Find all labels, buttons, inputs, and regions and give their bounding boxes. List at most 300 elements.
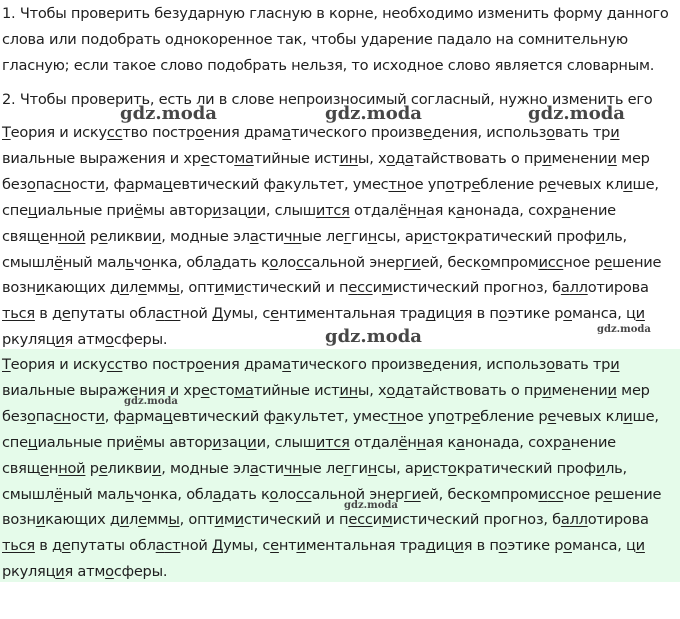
text-run: н [407, 201, 417, 219]
text-run: без [2, 175, 27, 193]
text-run: менени [551, 381, 608, 399]
text-run: спе [2, 433, 28, 451]
text-run: тво постр [122, 124, 196, 141]
orthogram-highlight: и [247, 433, 257, 451]
text-run: н [48, 459, 59, 477]
exercise-line [2, 279, 649, 297]
orthogram-highlight: и [214, 279, 224, 297]
orthogram-highlight: е [40, 227, 49, 245]
orthogram-highlight: сс [547, 485, 564, 503]
exercise-line [2, 254, 661, 272]
text-run: , модные эл [161, 227, 250, 245]
orthogram-highlight: о [27, 407, 36, 425]
orthogram-highlight: е [61, 537, 71, 555]
orthogram-highlight: г [343, 227, 352, 245]
text-run: д [395, 149, 405, 167]
orthogram-highlight: о [447, 459, 457, 477]
text-run: альной энер [311, 485, 405, 503]
orthogram-highlight: и [212, 433, 222, 451]
text-run: ей, беск [420, 485, 482, 503]
orthogram-highlight: тн [388, 407, 406, 425]
orthogram-highlight: е [40, 459, 49, 477]
text-run: ы, х [357, 381, 387, 399]
text-run: еория и иску [10, 356, 107, 373]
text-run: сы, ар [377, 227, 423, 245]
orthogram-highlight: е [603, 253, 613, 271]
orthogram-highlight: ин [339, 149, 358, 167]
orthogram-highlight: и [152, 459, 162, 477]
exercise-line [2, 331, 167, 349]
text-run: н [407, 433, 417, 451]
text-run: сто [209, 381, 235, 399]
text-run: нт [278, 305, 297, 323]
orthogram-highlight: Т [2, 356, 11, 373]
text-run: ркуляц [2, 331, 56, 349]
exercise-line [2, 408, 659, 426]
exercise-line [2, 537, 645, 555]
orthogram-highlight: ной [58, 459, 86, 477]
text-run: , модные эл [161, 459, 250, 477]
text-run: иц [435, 537, 455, 555]
orthogram-highlight: тн [388, 175, 406, 193]
orthogram-highlight: а [275, 175, 285, 193]
text-run: свящ [2, 459, 41, 477]
text-run: и [372, 511, 382, 529]
orthogram-highlight: а [560, 279, 570, 297]
text-run: ы, х [357, 149, 387, 167]
text-run: тайствовать о пр [413, 381, 543, 399]
text-run: ше, [632, 175, 659, 193]
text-run: спе [2, 201, 28, 219]
orthogram-highlight: и [595, 459, 606, 477]
orthogram-highlight: а [125, 175, 135, 193]
orthogram-highlight: и [214, 511, 224, 529]
text-run: р [85, 459, 99, 477]
text-run: истический прогноз, б [392, 511, 561, 529]
orthogram-highlight: сс [357, 511, 373, 529]
exercise-line [2, 124, 619, 142]
text-run: шение [612, 253, 662, 271]
text-run: евтический ф [172, 407, 276, 425]
text-run: ения драм [203, 356, 283, 373]
text-run: вать тр [554, 124, 611, 141]
orthogram-highlight: и [623, 407, 633, 425]
orthogram-highlight: ги [404, 253, 421, 271]
text-run: мер [616, 149, 650, 167]
text-run: д [395, 381, 405, 399]
text-run: нение [570, 433, 616, 451]
orthogram-highlight: е [98, 227, 108, 245]
orthogram-highlight: н [416, 201, 426, 219]
orthogram-highlight: сс [295, 485, 312, 503]
orthogram-highlight: ин [339, 381, 358, 399]
text-run: , ф [104, 407, 126, 425]
text-run: ое уп [406, 407, 446, 425]
orthogram-highlight: и [635, 305, 645, 323]
text-run: рма [134, 175, 163, 193]
text-run: зац [221, 433, 248, 451]
text-run: м [223, 511, 235, 529]
text-run: ые ле [301, 227, 344, 245]
text-run: р [85, 227, 99, 245]
text-run: нонада, сохр [464, 201, 562, 219]
text-run: ст [431, 459, 448, 477]
text-run: манса, ц [571, 537, 636, 555]
orthogram-highlight: ё [54, 253, 63, 271]
text-run: зац [221, 201, 248, 219]
text-run: ост [70, 407, 96, 425]
exercise-line [2, 305, 645, 323]
orthogram-highlight: и [538, 485, 548, 503]
text-run: я в п [463, 305, 499, 323]
orthogram-highlight: а [561, 201, 571, 219]
orthogram-highlight: о [546, 356, 555, 373]
text-run: мпром [489, 485, 539, 503]
exercise-line [2, 202, 616, 220]
rule-1-line: слова или подобрать однокоренное так, чтобы ударение падало на сомнительную [2, 31, 628, 48]
text-run: мм [146, 279, 169, 297]
orthogram-highlight: ц [27, 433, 38, 451]
orthogram-highlight: лл [569, 511, 588, 529]
orthogram-highlight: сс [547, 253, 564, 271]
text-run: ая к [425, 201, 457, 219]
text-run: ые ле [301, 459, 344, 477]
orthogram-highlight: Д [212, 305, 224, 323]
orthogram-highlight: а [275, 407, 285, 425]
text-run: ное р [563, 485, 604, 503]
text-run: л [128, 511, 139, 529]
orthogram-highlight: ы [168, 511, 180, 529]
text-run: мы автор [142, 433, 213, 451]
rule-1-line: гласную; если такое слово подобрать нельзя, то исходное слово является словарным. [2, 57, 655, 74]
orthogram-highlight: о [386, 381, 396, 399]
exercise-line [2, 563, 167, 581]
orthogram-highlight: лл [569, 279, 588, 297]
text-run: н [48, 227, 59, 245]
text-run: ло [278, 253, 296, 271]
text-run: тво постр [122, 356, 196, 373]
text-run: ше, [632, 407, 659, 425]
orthogram-highlight: е [603, 485, 613, 503]
text-run: тийные ист [253, 149, 340, 167]
text-run: кающих д [45, 279, 120, 297]
watermark-small: gdz.moda [597, 324, 651, 335]
orthogram-highlight: ги [404, 485, 421, 503]
text-run: иальные при [37, 433, 135, 451]
exercise-line [2, 228, 627, 246]
orthogram-highlight: м [381, 511, 393, 529]
orthogram-highlight: и [95, 175, 105, 193]
text-run: ль, [605, 227, 627, 245]
orthogram-highlight: ы [168, 279, 180, 297]
orthogram-highlight: ной [58, 227, 86, 245]
orthogram-highlight: ё [398, 433, 408, 451]
orthogram-highlight: сн [53, 175, 71, 193]
orthogram-highlight: о [563, 305, 572, 323]
orthogram-highlight: н [367, 459, 378, 477]
text-run: ч [133, 253, 143, 271]
text-run: сферы. [113, 563, 168, 581]
orthogram-highlight: о [269, 253, 279, 271]
text-run: тического произв [290, 124, 424, 141]
orthogram-highlight: е [348, 511, 358, 529]
text-run: па [35, 407, 54, 425]
orthogram-highlight: и [234, 511, 244, 529]
orthogram-highlight: а [561, 433, 571, 451]
text-run: культет, умес [284, 407, 389, 425]
text-run: рма [134, 407, 163, 425]
orthogram-highlight: а [456, 433, 465, 451]
text-run: шение [612, 485, 662, 503]
text-run: этике р [507, 305, 564, 323]
text-run: сти [258, 227, 284, 245]
orthogram-highlight: а [249, 227, 259, 245]
orthogram-highlight: и [454, 537, 464, 555]
orthogram-highlight: Д [212, 537, 224, 555]
orthogram-highlight: е [471, 175, 481, 193]
orthogram-highlight: и [119, 279, 129, 297]
orthogram-highlight: о [498, 305, 508, 323]
orthogram-highlight: ц [162, 407, 173, 425]
orthogram-highlight: ится [315, 201, 350, 219]
orthogram-highlight: ё [134, 433, 143, 451]
orthogram-highlight: о [27, 175, 36, 193]
orthogram-highlight: ст [164, 305, 181, 323]
orthogram-highlight: е [423, 124, 432, 141]
text-run: ги [351, 459, 368, 477]
text-run: ной [180, 305, 212, 323]
orthogram-highlight: и [542, 381, 552, 399]
text-run: смышл [2, 253, 54, 271]
text-run: дать к [221, 253, 270, 271]
text-run: культет, умес [284, 175, 389, 193]
text-run: мпром [489, 253, 539, 271]
orthogram-highlight: о [105, 331, 114, 349]
orthogram-highlight: о [445, 175, 455, 193]
orthogram-highlight: а [282, 124, 291, 141]
text-run: виальные выражения и хр [2, 149, 201, 167]
text-run: нт [278, 537, 297, 555]
text-run: сти [258, 459, 284, 477]
orthogram-highlight: е [348, 279, 358, 297]
orthogram-highlight: и [296, 537, 306, 555]
text-run: дения, использ [431, 124, 547, 141]
exercise-line [2, 150, 650, 168]
text-run: виальные выражения и хр [2, 381, 201, 399]
orthogram-highlight: о [498, 537, 508, 555]
text-run: нение [570, 201, 616, 219]
orthogram-highlight: а [155, 537, 165, 555]
text-run: ликви [107, 459, 153, 477]
orthogram-highlight: а [404, 149, 414, 167]
text-run: л [128, 279, 139, 297]
text-run: манса, ц [571, 305, 636, 323]
orthogram-highlight: о [447, 227, 457, 245]
text-run: кающих д [45, 511, 120, 529]
text-run: в д [34, 305, 62, 323]
orthogram-highlight: и [623, 175, 633, 193]
orthogram-highlight: г [343, 459, 352, 477]
orthogram-highlight: е [547, 175, 557, 193]
orthogram-highlight: сс [106, 356, 123, 373]
orthogram-highlight: н [416, 433, 426, 451]
orthogram-highlight: и [610, 124, 620, 141]
orthogram-highlight: и [55, 563, 65, 581]
orthogram-highlight: ится [315, 433, 350, 451]
text-run: кратический проф [456, 227, 596, 245]
text-run: , опт [179, 511, 215, 529]
text-run: вать тр [554, 356, 611, 373]
watermark-small: gdz.moda [124, 396, 178, 407]
orthogram-highlight: е [98, 459, 108, 477]
text-run: ая к [425, 433, 457, 451]
exercise-line [2, 382, 650, 400]
orthogram-highlight: а [249, 459, 259, 477]
text-run: отирова [587, 279, 649, 297]
orthogram-highlight: е [138, 511, 147, 529]
text-run: иальные при [37, 201, 135, 219]
orthogram-highlight: и [35, 279, 46, 297]
exercise-line [2, 356, 619, 374]
text-run: ментальная тра [305, 537, 426, 555]
text-run: евтический ф [172, 175, 276, 193]
text-run: бление р [480, 407, 548, 425]
text-run: чевых кл [556, 407, 624, 425]
text-run: умы, с [223, 537, 271, 555]
orthogram-highlight: е [547, 407, 557, 425]
orthogram-highlight: ь [125, 485, 134, 503]
text-run: сы, ар [377, 459, 423, 477]
text-run: ст [431, 227, 448, 245]
text-run: м [223, 279, 235, 297]
watermark-small: gdz.moda [344, 500, 398, 511]
text-run: свящ [2, 227, 41, 245]
text-run: в д [34, 537, 62, 555]
orthogram-highlight: чн [283, 459, 302, 477]
text-run: тийные ист [253, 381, 340, 399]
orthogram-highlight: о [195, 356, 204, 373]
orthogram-highlight: и [296, 305, 306, 323]
orthogram-highlight: ц [162, 175, 173, 193]
text-run: дать к [221, 485, 270, 503]
orthogram-highlight: и [55, 331, 65, 349]
orthogram-highlight: сс [295, 253, 312, 271]
orthogram-highlight: Т [2, 124, 11, 141]
orthogram-highlight: о [195, 124, 204, 141]
rule-2-paragraph: 2. Чтобы проверить, есть ли в слове непроизносимый согласный, нужно изменить его [2, 91, 653, 108]
orthogram-highlight: о [546, 124, 555, 141]
orthogram-highlight: о [481, 253, 490, 271]
text-run: еория и иску [10, 124, 107, 141]
orthogram-highlight: а [125, 407, 135, 425]
orthogram-highlight: а [404, 381, 414, 399]
text-run: и [372, 279, 382, 297]
orthogram-highlight: и [152, 227, 162, 245]
text-run: , опт [179, 279, 215, 297]
text-run: мм [146, 511, 169, 529]
text-run: ей, беск [420, 253, 482, 271]
orthogram-highlight: е [270, 305, 279, 323]
orthogram-highlight: о [481, 485, 490, 503]
text-run: , ф [104, 175, 126, 193]
text-run: и, слыш [256, 433, 316, 451]
orthogram-highlight: и [35, 511, 46, 529]
text-run: бление р [480, 175, 548, 193]
orthogram-highlight: а [560, 511, 570, 529]
text-run: ное р [563, 253, 604, 271]
orthogram-highlight: и [247, 201, 257, 219]
orthogram-highlight: ь [125, 253, 134, 271]
orthogram-highlight: и [95, 407, 105, 425]
orthogram-highlight: ма [234, 149, 254, 167]
orthogram-highlight: о [269, 485, 279, 503]
text-run: нонада, сохр [464, 433, 562, 451]
text-run: ный мал [62, 253, 126, 271]
text-run: па [35, 175, 54, 193]
orthogram-highlight: а [282, 356, 291, 373]
orthogram-highlight: о [142, 253, 151, 271]
exercise-line [2, 486, 661, 504]
watermark-logo: gdz.moda [528, 103, 625, 124]
text-run: ост [70, 175, 96, 193]
rule-1-line: 1. Чтобы проверить безударную гласную в корне, необходимо изменить форму данного [2, 5, 669, 22]
orthogram-highlight: е [200, 149, 210, 167]
text-run: иц [435, 305, 455, 323]
orthogram-highlight: и [454, 305, 464, 323]
exercise-line [2, 434, 616, 452]
text-run: кратический проф [456, 459, 596, 477]
orthogram-highlight: а [456, 201, 465, 219]
text-run: я в п [463, 537, 499, 555]
orthogram-highlight: ст [164, 537, 181, 555]
text-run: мы автор [142, 201, 213, 219]
text-run: отирова [587, 511, 649, 529]
text-run: нка, обл [150, 253, 213, 271]
orthogram-highlight: сс [357, 279, 373, 297]
text-run: смышл [2, 485, 54, 503]
orthogram-highlight: е [423, 356, 432, 373]
text-run: сферы. [113, 331, 168, 349]
orthogram-highlight: ё [54, 485, 63, 503]
text-run: возн [2, 279, 36, 297]
text-run: ликви [107, 227, 153, 245]
text-run: ль, [605, 459, 627, 477]
text-run: тр [454, 175, 472, 193]
text-run: стический и п [243, 279, 349, 297]
orthogram-highlight: о [142, 485, 151, 503]
orthogram-highlight: и [422, 227, 432, 245]
text-run: ркуляц [2, 563, 56, 581]
text-run: ения драм [203, 124, 283, 141]
text-run: ный мал [62, 485, 126, 503]
exercise-line [2, 460, 627, 478]
text-run: дения, использ [431, 356, 547, 373]
orthogram-highlight: а [155, 305, 165, 323]
orthogram-highlight: о [563, 537, 572, 555]
orthogram-highlight: о [386, 149, 396, 167]
text-run: ментальная тра [305, 305, 426, 323]
text-run: мер [616, 381, 650, 399]
orthogram-highlight: и [538, 253, 548, 271]
watermark-logo: gdz.moda [325, 103, 422, 124]
text-run: путаты обл [70, 305, 156, 323]
orthogram-highlight: н [367, 227, 378, 245]
orthogram-highlight: сн [53, 407, 71, 425]
text-run: альной энер [311, 253, 405, 271]
orthogram-highlight: е [270, 537, 279, 555]
orthogram-highlight: и [542, 149, 552, 167]
text-run: ги [351, 227, 368, 245]
